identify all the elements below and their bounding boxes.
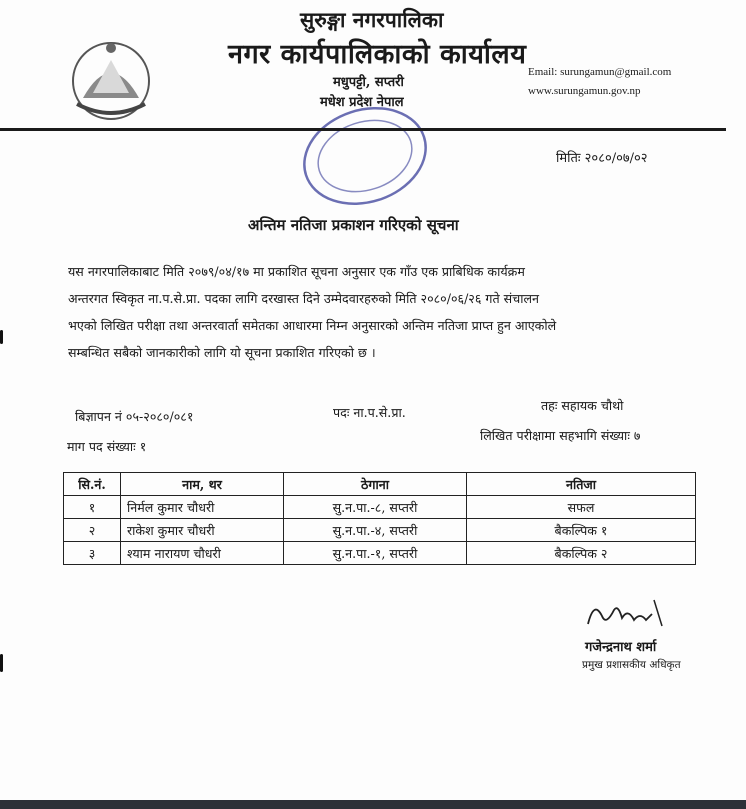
result-table <box>63 472 696 565</box>
address-cell: सु.न.पा.-४, सप्तरी <box>284 519 467 542</box>
post-name: पदः ना.प.से.प्रा. <box>333 405 406 420</box>
serial-cell: ३ <box>64 542 121 565</box>
office-stamp-icon <box>290 96 440 206</box>
header-divider <box>0 128 726 131</box>
notice-title: अन्तिम नतिजा प्रकाशन गरिएको सूचना <box>248 216 459 234</box>
result-cell: बैकल्पिक १ <box>467 519 696 542</box>
name-cell: निर्मल कुमार चौधरी <box>121 496 284 519</box>
body-line: सम्बन्धित सबैको जानकारीको लागि यो सूचना प्रकाशित गरिएको छ । <box>68 345 376 360</box>
result-cell: बैकल्पिक २ <box>467 542 696 565</box>
serial-cell: १ <box>64 496 121 519</box>
name-cell: श्याम नारायण चौधरी <box>121 542 284 565</box>
body-line: अन्तरगत स्विकृत ना.प.से.प्रा. पदका लागि दरखास्त दिने उम्मेदवारहरुको मिति २०८०/०६/२६ गते संचालन <box>68 291 539 306</box>
column-header: सि.नं. <box>64 473 121 496</box>
bottom-bar <box>0 800 746 809</box>
demand-post-count: माग पद संख्याः १ <box>67 439 147 454</box>
body-line: यस नगरपालिकाबाट मिति २०७९/०४/१७ मा प्रकाशित सूचना अनुसार एक गाँउ एक प्राबिधिक कार्यक्रम <box>68 264 525 279</box>
body-line: भएको लिखित परीक्षा तथा अन्तरवार्ता समेतका आधारमा निम्न अनुसारको अन्तिम नतिजा प्राप्त हुन आएकोले <box>68 318 557 333</box>
column-header: ठेगाना <box>284 473 467 496</box>
address-cell: सु.न.पा.-१, सप्तरी <box>284 542 467 565</box>
notice-body <box>68 258 728 366</box>
written-exam-participants: लिखित परीक्षामा सहभागि संख्याः ७ <box>480 428 641 443</box>
table-row <box>64 542 696 565</box>
advertisement-number: बिज्ञापन नं ०५-२०८०/०८१ <box>75 409 194 424</box>
result-cell: सफल <box>467 496 696 519</box>
office-name: नगर कार्यपालिकाको कार्यालय <box>228 39 527 70</box>
signatory-name: गजेन्द्रनाथ शर्मा <box>585 640 657 655</box>
column-header: नाम, थर <box>121 473 284 496</box>
notice-date: मितिः २०८०/०७/०२ <box>556 151 648 166</box>
page-edge-mark <box>0 654 3 672</box>
signature-icon <box>580 596 670 636</box>
nepal-emblem-icon <box>63 38 159 124</box>
page-edge-mark <box>0 330 3 344</box>
address-line-1: मधुपट्टी, सप्तरी <box>333 75 404 90</box>
column-header: नतिजा <box>467 473 696 496</box>
website-address: www.surungamun.gov.np <box>528 85 641 97</box>
table-row <box>64 496 696 519</box>
email-address: Email: surungamun@gmail.com <box>528 66 672 78</box>
table-row <box>64 519 696 542</box>
table-header-row <box>64 473 696 496</box>
address-line-2: मधेश प्रदेश नेपाल <box>320 95 404 110</box>
post-level: तहः सहायक चौथो <box>541 398 624 413</box>
serial-cell: २ <box>64 519 121 542</box>
municipality-name: सुरुङ्गा नगरपालिका <box>300 7 444 32</box>
name-cell: राकेश कुमार चौधरी <box>121 519 284 542</box>
address-cell: सु.न.पा.-८, सप्तरी <box>284 496 467 519</box>
signatory-designation: प्रमुख प्रशासकीय अधिकृत <box>582 659 681 671</box>
